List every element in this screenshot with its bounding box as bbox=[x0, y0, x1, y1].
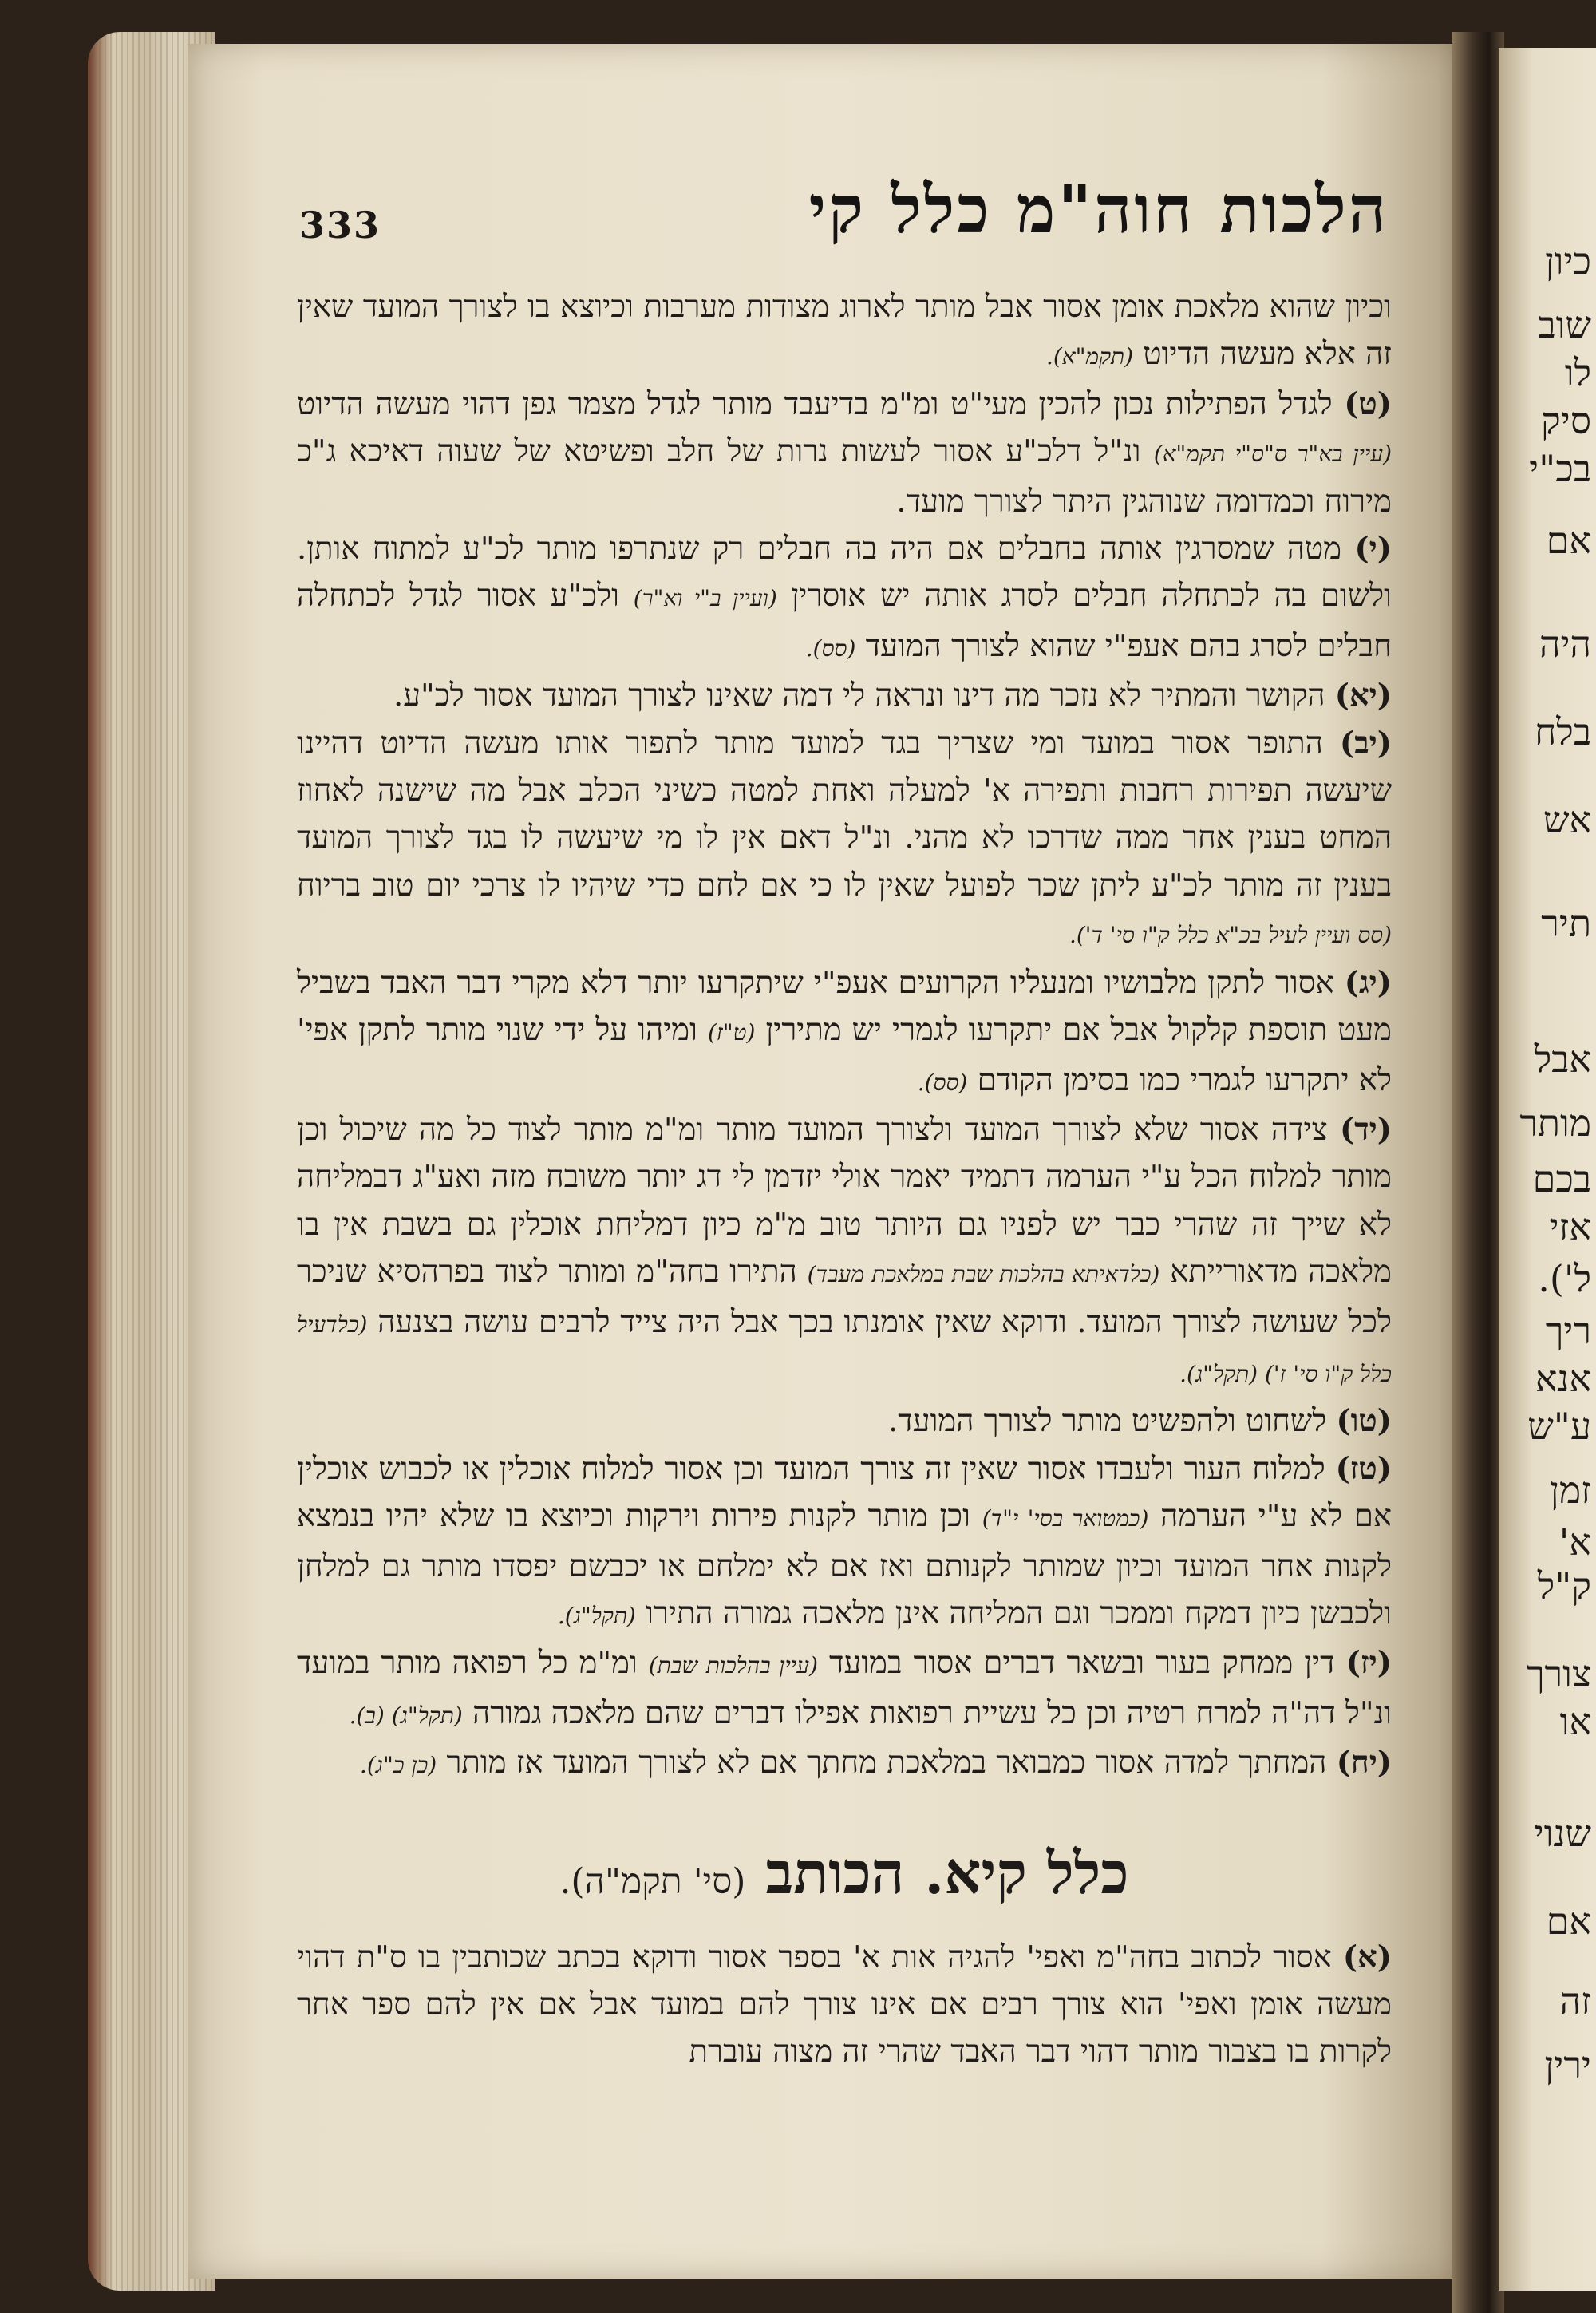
paragraph bbox=[297, 1934, 1392, 2076]
facing-page-fragment: ק"ל bbox=[1537, 1564, 1591, 1607]
facing-page-fragment: בלח bbox=[1535, 710, 1591, 753]
paragraph bbox=[297, 1398, 1392, 1445]
main-text-column bbox=[297, 283, 1392, 2076]
paragraph-text: דין ממחק בעור ובשאר דברים אסור במועד bbox=[829, 1645, 1335, 1682]
paragraph bbox=[297, 1106, 1392, 1398]
paragraph-text: ומיהו על ידי שנוי מותר לתקן אפי' לא יתקרעו לגמרי כמו בסימן הקודם bbox=[297, 1012, 1392, 1098]
section-title: כלל קיא. bbox=[924, 1838, 1129, 1907]
paragraph-text: התופר אסור במועד ומי שצריך בגד למועד מותר לתפור אותו מעשה הדיוט דהיינו שיעשה תפירות רחבות ותפירה א' למעלה ואחת למטה כשיני הכלב אבל מה שישנה לאחוז המחט בענין אחר ממה שדרכו לא מהני. ונ"ל דאם אין לו מי שיעשה לו בגד לצורך המועד בענין זה מותר לכ"ע ליתן שכר לפועל שאין לו כי אם לחם כדי שיהיו לו צרכי יום טוב בריוח bbox=[297, 725, 1392, 903]
paragraph-reference: (תקמ"א). bbox=[1045, 343, 1134, 370]
paragraph-text: אסור לתקן מלבושיו ומנעליו הקרועים אעפ"י שיתקרעו יותר דלא מקרי דבר האבד בשביל מעט תוספת קלקול אבל אם יתקרעו לגמרי יש מתירין bbox=[297, 964, 1392, 1049]
paragraph-reference: (ט"ז) bbox=[707, 1019, 756, 1046]
paragraph-text: ולכ"ע אסור לגדל לכתחלה חבלים לסרג בהם אעפ"י שהוא לצורך המועד bbox=[297, 578, 1392, 664]
facing-page-fragment: אנא bbox=[1535, 1357, 1591, 1400]
facing-page-fragment: אבל bbox=[1534, 1038, 1591, 1081]
facing-page-fragment: כיון bbox=[1544, 239, 1591, 283]
paragraph-reference: (סס). bbox=[805, 635, 856, 662]
paragraph-reference: (סס ועיין לעיל בכ"א כלל ק"ו סי' ד'). bbox=[1069, 922, 1392, 949]
facing-page-fragment: ע"ש bbox=[1527, 1405, 1591, 1448]
section-reference: (סי' תקמ"ה). bbox=[559, 1860, 746, 1902]
paragraph-text: התירו בחה"מ ומותר לצוד בפרהסיא שניכר לכל שעושה לצורך המועד. ודוקא שאין אומנתו בכך אבל היה צייד לרבים עושה בצנעה bbox=[297, 1254, 1392, 1340]
paragraph-reference: (ועיין ב"י וא"ר) bbox=[633, 585, 777, 612]
paragraph-reference: (כלדעיל כלל ק"ו סי' ז') (תקל"ג). bbox=[297, 1311, 1392, 1387]
paragraph-number: (יג) bbox=[1344, 964, 1392, 1001]
book-gutter bbox=[1452, 32, 1504, 2313]
facing-page-fragment: שנוי bbox=[1534, 1812, 1591, 1855]
paragraph-number: (יח) bbox=[1336, 1745, 1392, 1781]
paragraph-text: וכיון שהוא מלאכת אומן אסור אבל מותר לארוג מצודות מערבות וכיוצא בו לצורך המועד שאין זה אלא מעשה הדיוט bbox=[297, 289, 1392, 373]
paragraph-number: (טז) bbox=[1335, 1450, 1392, 1487]
paragraph-reference: (כמטואר בסי' י"ד) bbox=[982, 1505, 1149, 1532]
paragraph-text: מטה שמסרגין אותה בחבלים אם היה בה חבלים רק שנתרפו מותר לכ"ע למתוח אותן. ולשום בה לכתחלה חבלים לסרג אותה יש אוסרין bbox=[297, 531, 1392, 615]
paragraph-number: (יא) bbox=[1334, 678, 1392, 714]
paragraph-text: ומ"מ כל רפואה מותר במועד ונ"ל דה"ה למרח רטיה וכן כל עשיית רפואות אפילו דברים שהם מלאכה גמורה bbox=[297, 1645, 1392, 1731]
facing-page-fragment: מותר bbox=[1519, 1101, 1591, 1145]
facing-page-fragment: ל'). bbox=[1538, 1257, 1591, 1300]
paragraph bbox=[297, 381, 1392, 525]
paragraph bbox=[297, 1639, 1392, 1739]
facing-page-fragment: או bbox=[1559, 1700, 1591, 1743]
facing-page-fragment: אש bbox=[1543, 798, 1591, 841]
facing-page-fragment: היה bbox=[1539, 623, 1591, 666]
section-subtitle: הכותב bbox=[765, 1838, 905, 1907]
facing-page-fragment: בכם bbox=[1532, 1157, 1591, 1200]
paragraph-number: (טו) bbox=[1336, 1403, 1392, 1440]
paragraph-text: לשחוט ולהפשיט מותר לצורך המועד. bbox=[888, 1403, 1327, 1440]
facing-page-fragment: ירין bbox=[1544, 2043, 1591, 2086]
paragraph bbox=[297, 1445, 1392, 1640]
paragraph bbox=[297, 959, 1392, 1106]
facing-page-fragment: סיק bbox=[1541, 399, 1591, 442]
paragraph-text: צידה אסור שלא לצורך המועד ולצורך המועד מותר ומ"מ מותר לצוד כל מה שיכול וכן מותר למלוח הכל ע"י הערמה דתמיד יאמר אולי יזדמן לי דג יותר משובח מזה ואע"ג דבמליחה לא שייך זה שהרי כבר יש לפניו גם היותר טוב מ"מ כיון דמליחת אוכלין גם בשבת אין בו מלאכה מדאורייתא bbox=[297, 1111, 1392, 1291]
paragraph-number: (א) bbox=[1342, 1939, 1392, 1975]
paragraph-text: לגדל הפתילות נכון להכין מעי"ט ומ"מ בדיעבד מותר לגדל מצמר גפן דהוי מעשה הדיוט bbox=[297, 386, 1333, 422]
section-heading bbox=[297, 1821, 1392, 1934]
paragraph-number: (י) bbox=[1354, 531, 1392, 567]
facing-page-fragment: אם bbox=[1546, 519, 1591, 562]
running-title: הלכות חוה"מ כלל קי bbox=[808, 172, 1389, 248]
paragraph-text: למלוח העור ולעבדו אסור שאין זה צורך המועד וכן אסור למלוח אוכלין או לכבוש אוכלין אם לא ע"י הערמה bbox=[297, 1450, 1393, 1535]
facing-page-fragment: א' bbox=[1558, 1520, 1591, 1564]
paragraph-list bbox=[297, 283, 1392, 1789]
paragraph-text: וכן מותר לקנות פירות וירקות וכיוצא בו שלא יהיו בנמצא לקנות אחר המועד וכיון שמותר לקנותם ואז אם לא ימלחם או יכבשם יפסדו מותר גם למלחן ולכבשן כיון דמקח וממכר וגם המליחה אינן מלאכה גמורה התירו bbox=[297, 1498, 1392, 1631]
paragraph-reference: (עיין בהלכות שבת) bbox=[648, 1652, 819, 1679]
facing-page-fragment: תיר bbox=[1541, 902, 1591, 945]
paragraph bbox=[297, 525, 1392, 672]
paragraph-number: (יז) bbox=[1345, 1645, 1392, 1682]
facing-page-fragment: בכ"י bbox=[1529, 447, 1591, 490]
page-header bbox=[299, 172, 1389, 275]
facing-page-fragment: זה bbox=[1559, 1979, 1591, 2022]
paragraph bbox=[297, 720, 1392, 959]
paragraph-text: אסור לכתוב בחה"מ ואפי' להגיה אות א' בספר אסור ודוקא בכתב שכותבין בו ס"ת דהוי מעשה אומן ואפי' הוא צורך רבים אם אינו צורך להם במועד אבל אם אין להם ספר אחר לקרות בו בצבור מותר דהוי דבר האבד שהרי זה מצוה עוברת bbox=[297, 1939, 1392, 2070]
paragraph bbox=[297, 283, 1392, 381]
paragraph-reference: (סס). bbox=[917, 1069, 968, 1096]
paragraph-number: (יב) bbox=[1339, 725, 1392, 761]
facing-page-fragment: אזי bbox=[1549, 1205, 1591, 1248]
facing-page-fragment: זמן bbox=[1550, 1469, 1591, 1512]
paragraph-number: (ט) bbox=[1344, 386, 1392, 422]
paragraph-text: הקושר והמתיר לא נזכר מה דינו ונראה לי דמה שאינו לצורך המועד אסור לכ"ע. bbox=[393, 678, 1325, 714]
page-number: 333 bbox=[299, 204, 381, 247]
facing-page-fragment: אם bbox=[1546, 1900, 1591, 1943]
paragraph-text: ונ"ל דלכ"ע אסור לעשות נרות של חלב ופשיטא של שעוה דאיכא ג"כ מירוח וכמדומה שנוהגין היתר לצורך מועד. bbox=[297, 433, 1392, 520]
paragraph-reference: (כן כ"ג). bbox=[359, 1752, 437, 1779]
facing-page-fragment: לו bbox=[1564, 351, 1591, 394]
paragraph-reference: (כלדאיתא בהלכות שבת במלאכת מעבד) bbox=[807, 1261, 1160, 1288]
paragraph-reference: (תקל"ג) (ב). bbox=[349, 1702, 463, 1729]
paragraph bbox=[297, 672, 1392, 719]
facing-page-fragment: צורך bbox=[1526, 1652, 1591, 1695]
section-paragraph-list bbox=[297, 1934, 1392, 2076]
facing-page-fragment: שוב bbox=[1538, 303, 1591, 346]
paragraph-reference: (תקל"ג). bbox=[557, 1602, 636, 1629]
facing-page-fragment: ריך bbox=[1545, 1309, 1591, 1352]
paragraph-text: המחתך למדה אסור כמבואר במלאכת מחתך אם לא לצורך המועד אז מותר bbox=[446, 1745, 1327, 1781]
paragraph-number: (יד) bbox=[1339, 1111, 1392, 1148]
paragraph-reference: (עיין בא"ר ס"ס"י תקמ"א) bbox=[1153, 441, 1392, 468]
paragraph bbox=[297, 1739, 1392, 1789]
facing-page-edge bbox=[1499, 48, 1596, 2291]
